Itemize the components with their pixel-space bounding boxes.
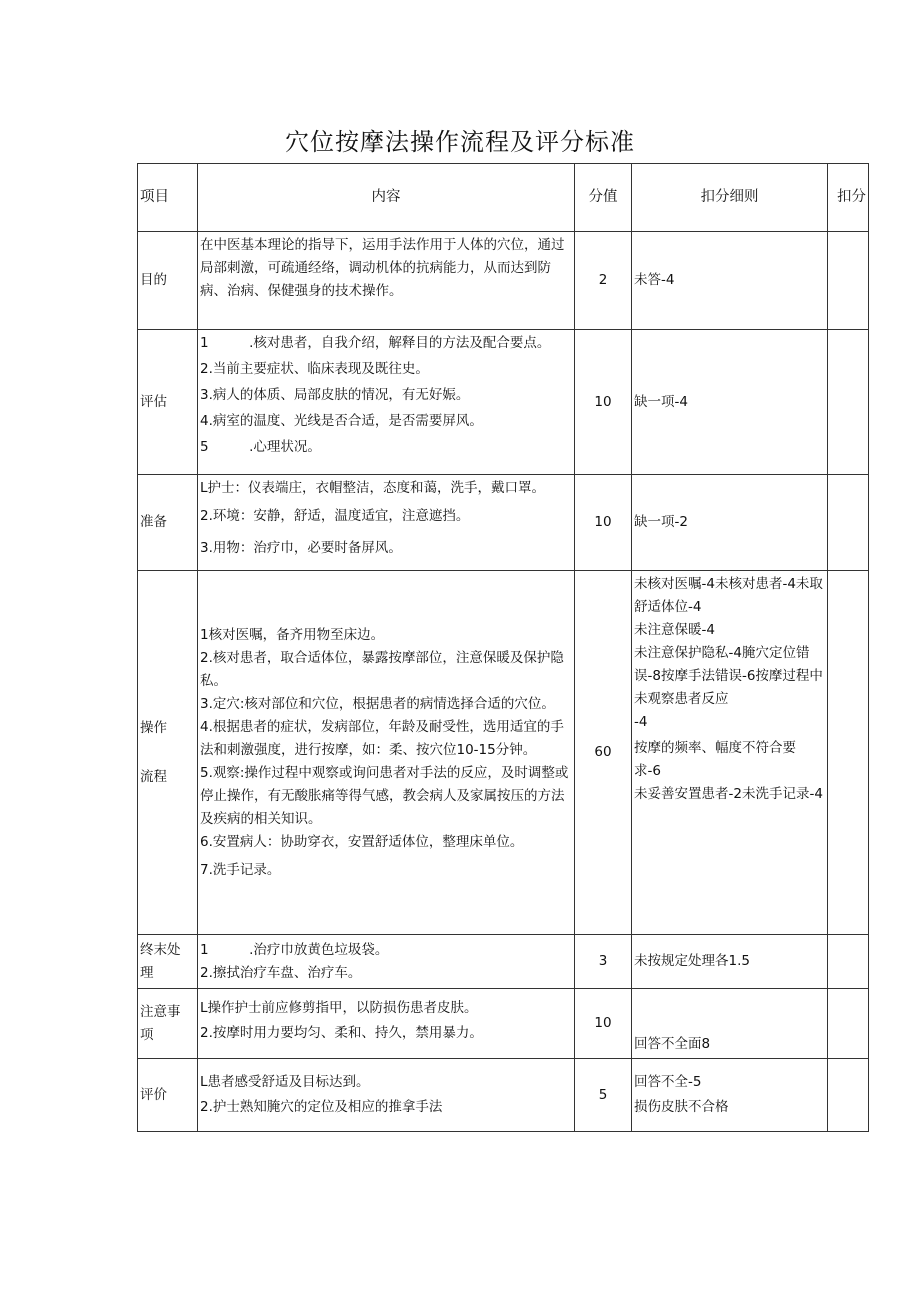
header-deduct: 扣分 [828,164,869,232]
row-deduct[interactable] [828,571,869,935]
rule-line: 缺一项-2 [634,514,688,530]
scoring-table [137,163,869,1132]
table-row [138,1059,869,1132]
content-line: 2.护士熟知腌穴的定位及相应的推拿手法 [200,1099,443,1115]
row-content [198,989,575,1059]
row-deduct[interactable] [828,935,869,989]
rule-line: 未妥善安置患者-2未洗手记录-4 [634,786,823,802]
row-score: 5 [575,1059,632,1132]
row-item-line: 注意事 [140,1003,181,1020]
table-row [138,571,869,935]
row-score: 60 [575,571,632,935]
content-line: 1 .核对患者，自我介绍，解释目的方法及配合要点。 [200,335,551,351]
table-row [138,330,869,475]
row-rules [632,1059,828,1132]
table-row [138,935,869,989]
content-line: 4.根据患者的症状，发病部位，年龄及耐受性，选用适宜的手法和刺激强度，进行按摩，如：柔、按穴位10-15分钟。 [200,718,564,758]
content-line: 3.用物：治疗巾，必要时备屏风。 [200,540,402,556]
row-item [138,989,198,1059]
row-item: 评价 [138,1059,198,1132]
rule-line: 未核对医嘱-4未核对患者-4未取舒适体位-4 [634,576,823,615]
content-line: 2.按摩时用力要均匀、柔和、持久，禁用暴力。 [200,1025,483,1041]
row-score: 10 [575,475,632,571]
row-rules [632,571,828,935]
content-line: 5 .心理状况。 [200,439,321,455]
content-line: L患者感受舒适及目标达到。 [200,1074,370,1090]
row-item: 评估 [138,330,198,475]
rule-line: 缺一项-4 [634,393,688,410]
rule-line: 未注意保护隐私-4腌穴定位错误-8按摩手法错误-6按摩过程中未观察患者反应 [634,645,823,707]
row-rules [632,330,828,475]
row-score: 10 [575,330,632,475]
table-row [138,475,869,571]
content-line: 5.观察:操作过程中观察或询问患者对手法的反应，及时调整或停止操作，有无酸胀痛等得气感，教会病人及家属按压的方法及疾病的相关知识。 [200,764,569,827]
row-deduct[interactable] [828,989,869,1059]
row-rules [632,935,828,989]
rule-line: 未按规定处理各1.5 [634,953,750,969]
table-row [138,232,869,330]
rule-line: 未答-4 [634,272,675,288]
header-score: 分值 [575,164,632,232]
rule-line: 回答不全-5 [634,1074,702,1090]
row-rules [632,989,828,1059]
row-item-line: 理 [140,964,154,981]
content-line: 1核对医嘱，备齐用物至床边。 [200,626,385,643]
header-row [138,164,869,232]
content-line: 在中医基本理论的指导下，运用手法作用于人体的穴位，通过局部刺激，可疏通经络，调动机体的抗病能力，从而达到防病、治病、保健强身的技术操作。 [200,237,565,299]
row-deduct[interactable] [828,1059,869,1132]
row-content [198,475,575,571]
row-deduct[interactable] [828,330,869,475]
table-row [138,989,869,1059]
content-line: 1 .治疗巾放黄色垃圾袋。 [200,941,389,958]
content-line: 7.洗手记录。 [200,861,281,878]
row-item-line: 终末处 [140,941,181,958]
header-rules: 扣分细则 [632,164,828,232]
row-content [198,232,575,330]
rule-line: -4 [634,714,648,730]
content-line: 3.定穴:核对部位和穴位，根据患者的病情选择合适的穴位。 [200,695,555,712]
row-content [198,1059,575,1132]
row-content [198,571,575,935]
rule-line: 回答不全面8 [634,1036,711,1052]
row-score: 3 [575,935,632,989]
content-line: 6.安置病人：协助穿衣，安置舒适体位，整理床单位。 [200,833,524,850]
row-item [138,935,198,989]
row-item-line: 项 [140,1026,154,1043]
content-line: 2.擦拭治疗车盘、治疗车。 [200,964,362,981]
row-rules [632,475,828,571]
row-deduct[interactable] [828,475,869,571]
header-item: 项目 [138,164,198,232]
row-content [198,330,575,475]
row-item: 目的 [138,232,198,330]
rule-line: 未注意保暖-4 [634,622,715,638]
row-item-line: 流程 [140,768,167,785]
page-title: 穴位按摩法操作流程及评分标准 [285,128,635,156]
rule-line: 按摩的频率、幅度不符合要 [634,740,796,756]
row-deduct[interactable] [828,232,869,330]
content-line: 2.当前主要症状、临床表现及既往史。 [200,361,429,377]
row-rules [632,232,828,330]
content-line: 2.环境：安静，舒适，温度适宜，注意遮挡。 [200,508,470,524]
row-item [138,571,198,935]
rule-line: 损伤皮肤不合格 [634,1099,729,1115]
content-line: 4.病室的温度、光线是否合适，是否需要屏风。 [200,413,483,429]
row-item-line: 操作 [140,719,167,736]
header-content: 内容 [198,164,575,232]
rule-line: 求-6 [634,763,661,779]
content-line: 3.病人的体质、局部皮肤的情况，有无好娠。 [200,387,470,403]
content-line: L操作护士前应修剪指甲，以防损伤患者皮肤。 [200,1000,478,1016]
row-item: 准备 [138,475,198,571]
row-content [198,935,575,989]
row-score: 2 [575,232,632,330]
content-line: 2.核对患者，取合适体位，暴露按摩部位，注意保暖及保护隐私。 [200,649,564,689]
content-line: L护士：仪表端庄，衣帽整洁，态度和蔼，洗手，戴口罩。 [200,480,546,496]
row-score: 10 [575,989,632,1059]
